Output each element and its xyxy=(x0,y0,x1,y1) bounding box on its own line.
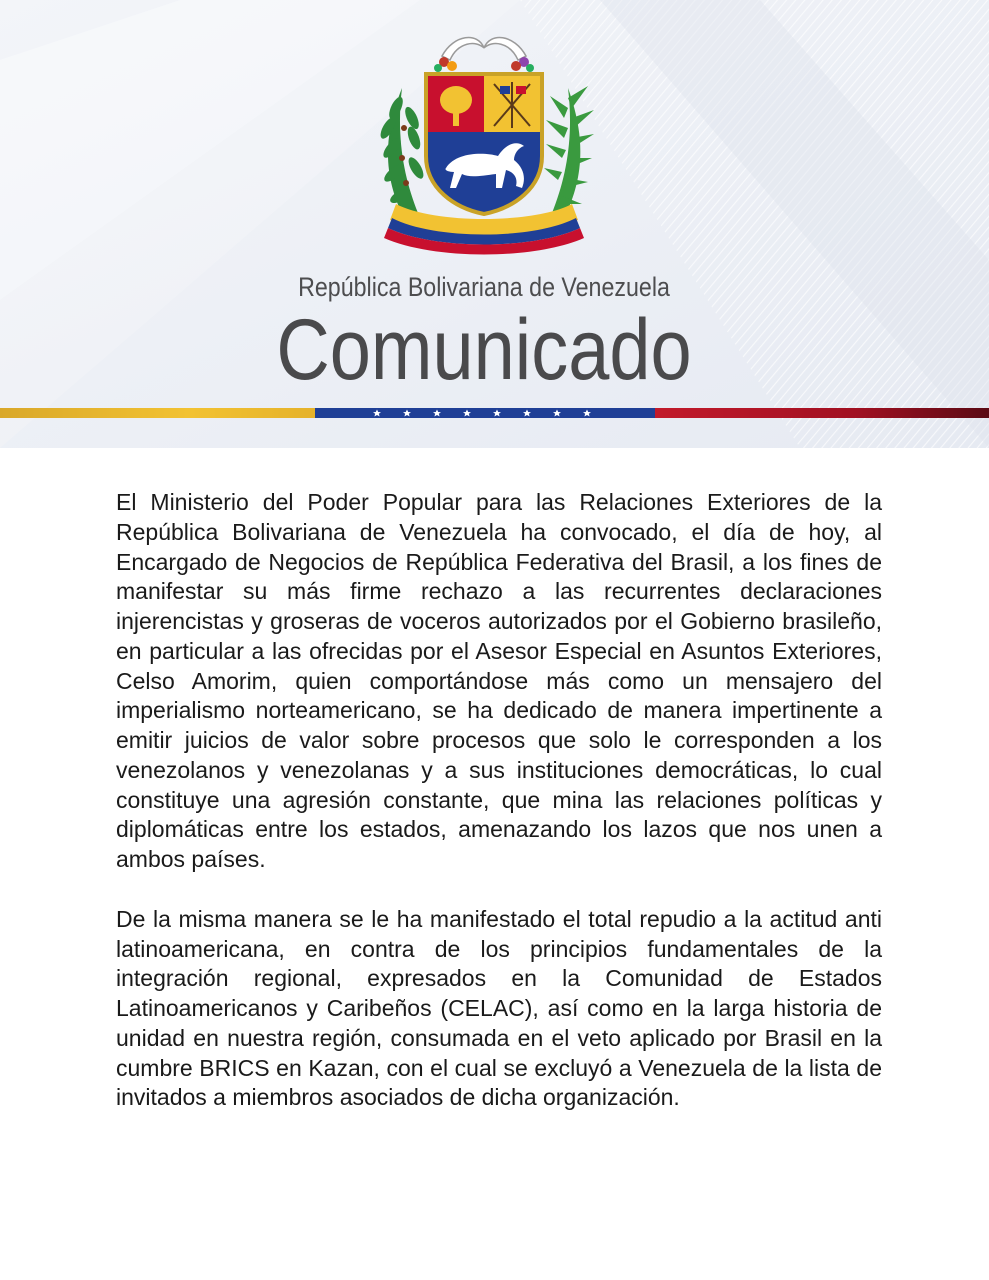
flag-band-red xyxy=(655,408,989,418)
star-icon xyxy=(553,410,561,417)
star-icon xyxy=(523,410,531,417)
star-icon xyxy=(583,410,591,417)
coat-of-arms-icon xyxy=(374,28,594,260)
cornucopias xyxy=(434,38,534,72)
star-icon xyxy=(463,410,471,417)
star-icon xyxy=(493,410,501,417)
shield xyxy=(426,74,542,214)
communique-body xyxy=(116,488,882,1113)
star-icon xyxy=(433,410,441,417)
paragraph: De la misma manera se le ha manifestado el total repudio a la actitud anti latinoamericana, en contra de los principios fundamentales de la integración regional, expresados en la Comunidad de Estados Latinoamericanos y Caribeños (CELAC), así como en la larga historia de unidad en nuestra región, consumada en el veto aplicado por Brasil en la cumbre BRICS en Kazan, con el cual se excluyó a Venezuela de la lista de invitados a miembros asociados de dicha organización. xyxy=(116,905,882,1111)
country-name: República Bolivariana de Venezuela xyxy=(298,272,670,302)
paragraph: El Ministerio del Poder Popular para las Relaciones Exteriores de la República Bolivariana de Venezuela ha convocado, el día de hoy, al Encargado de Negocios de República Federativa del Brasil, a los fines de manifestar su más firme rechazo a las recurrentes declaraciones injerencistas y groseras de voceros autorizados por el Gobierno brasileño, en particular a las ofrecidas por el Asesor Especial en Asuntos Exteriores, Celso Amorim, quien comportándose más como un mensajero del imperialismo norteamericano, se ha dedicado de manera impertinente a emitir juicios de valor sobre procesos que solo le corresponden a los venezolanos y venezolanas y a sus instituciones democráticas, lo cual constituye una agresión constante, que mina las relaciones políticas y diplomáticas entre los estados, amenazando los lazos que nos unen a ambos países. xyxy=(116,489,882,872)
flag-band-yellow xyxy=(0,408,315,418)
olive-branch xyxy=(378,88,427,218)
stars-icon xyxy=(315,408,655,418)
star-icon xyxy=(403,410,411,417)
flag-band xyxy=(0,408,989,418)
flag-band-blue xyxy=(315,408,655,418)
star-icon xyxy=(373,410,381,417)
header-banner xyxy=(0,0,989,448)
document-title: Comunicado xyxy=(276,302,692,398)
palm-branch xyxy=(544,86,594,218)
